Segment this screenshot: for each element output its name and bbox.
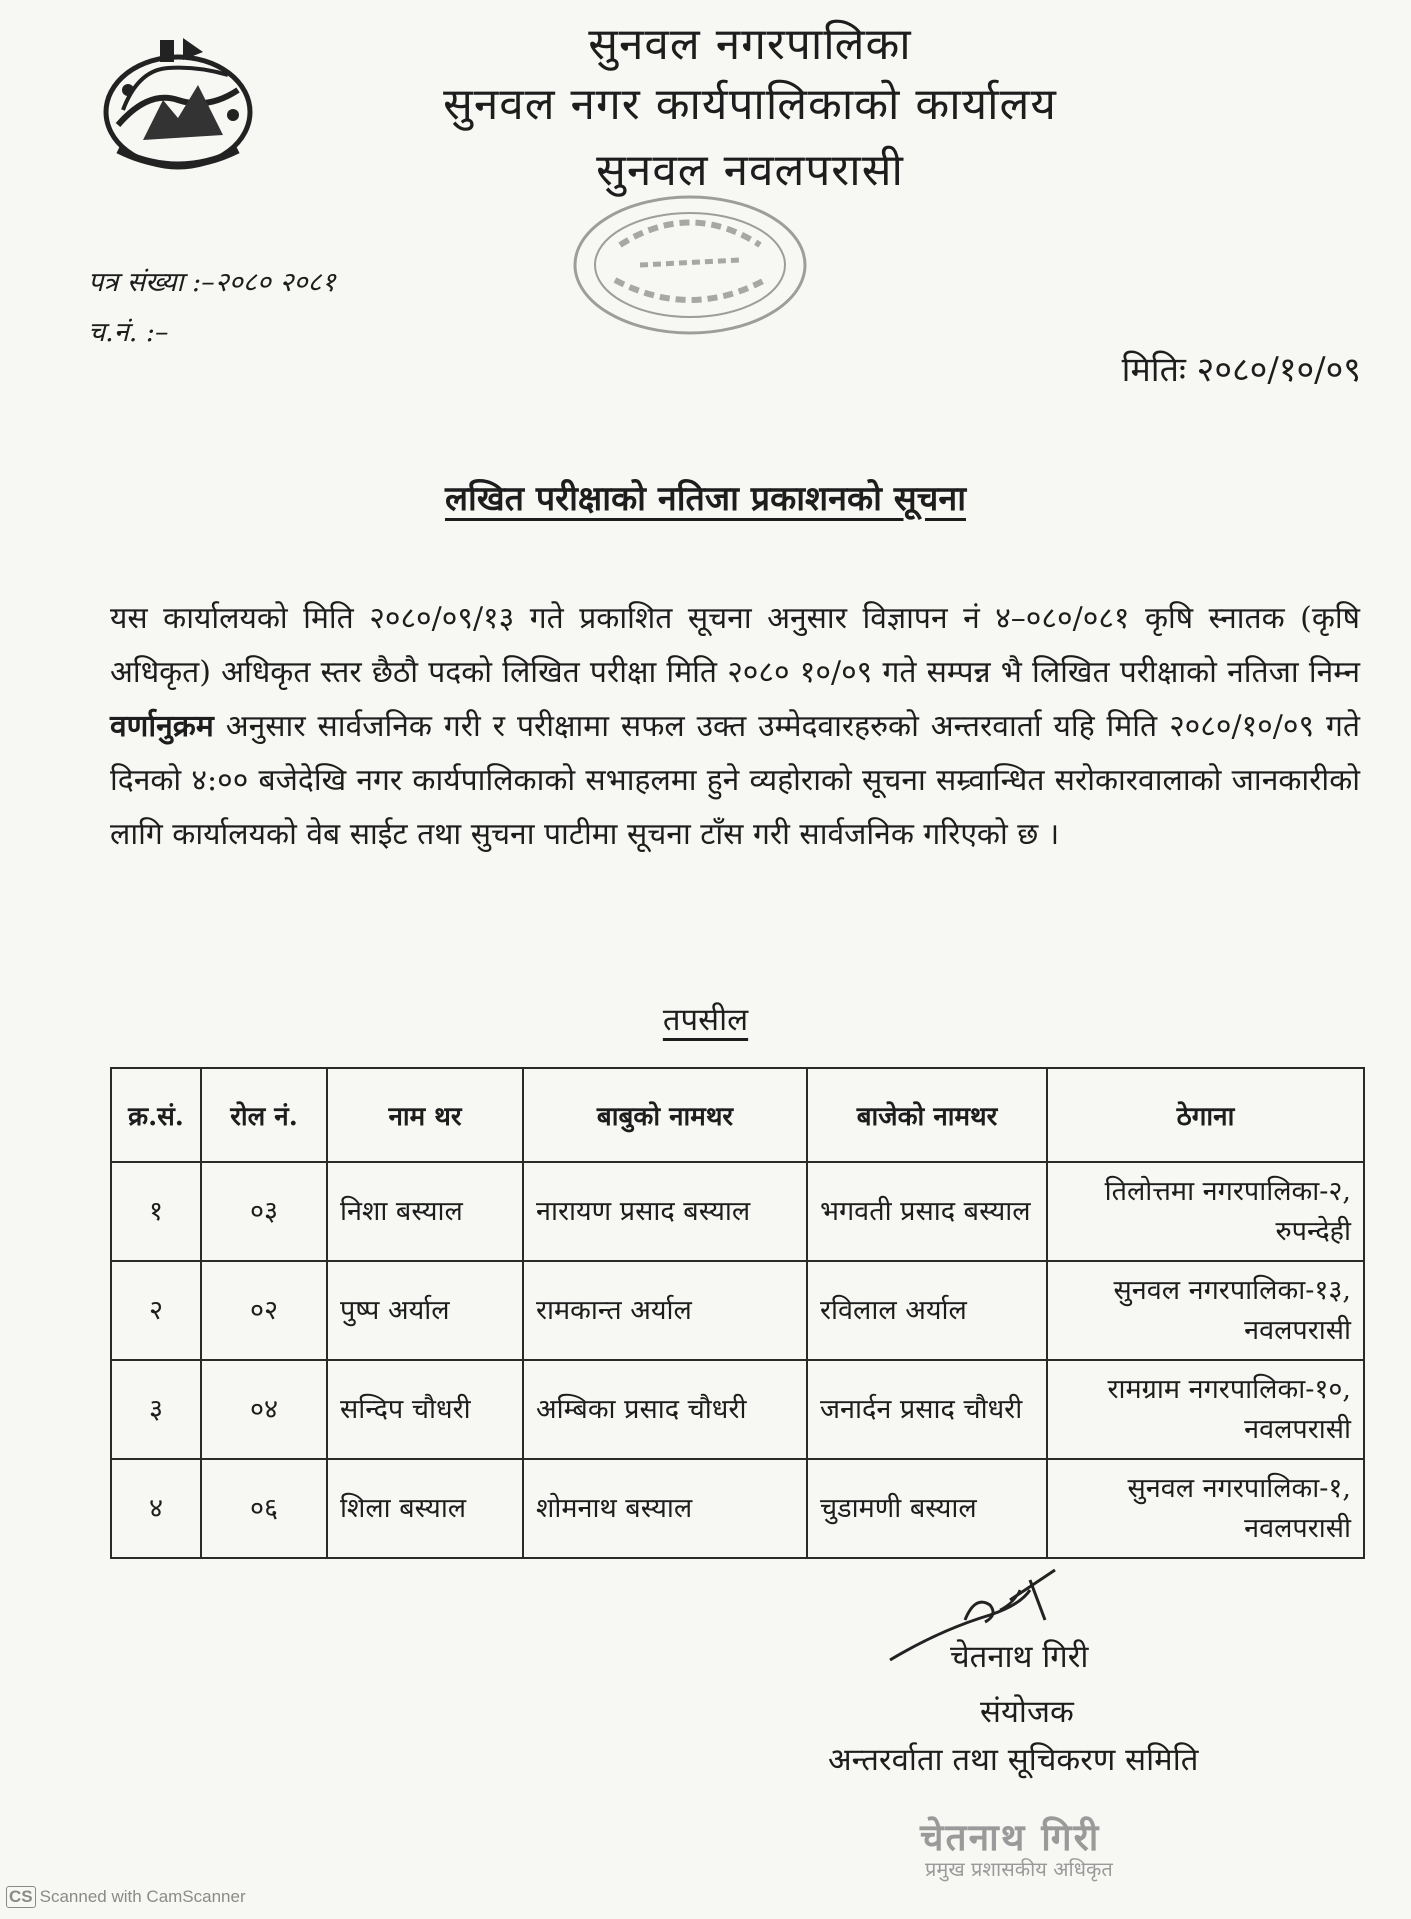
signatory-name: चेतनाथ गिरी <box>950 1639 1089 1675</box>
cell-grandfather: रविलाल अर्याल <box>807 1261 1047 1360</box>
column-header-serial: क्र.सं. <box>111 1068 201 1162</box>
cell-roll: ०३ <box>201 1162 327 1261</box>
column-header-roll: रोल नं. <box>201 1068 327 1162</box>
cell-grandfather: चुडामणी बस्याल <box>807 1459 1047 1558</box>
scanner-text: Scanned with CamScanner <box>39 1887 246 1906</box>
signatory-title: संयोजक <box>980 1694 1074 1730</box>
nepal-government-emblem-icon <box>88 30 268 180</box>
table-row <box>111 1360 1364 1459</box>
camscanner-logo-icon: CS <box>6 1886 36 1908</box>
table-header-row <box>111 1068 1364 1162</box>
column-header-father: बाबुको नामथर <box>523 1068 807 1162</box>
notice-date: मितिः २०८०/१०/०९ <box>1121 350 1361 390</box>
office-location: सुनवल नवलपरासी <box>596 145 904 196</box>
cell-address: सुनवल नगरपालिका-१, नवलपरासी <box>1047 1459 1364 1558</box>
cell-name: सन्दिप चौधरी <box>327 1360 523 1459</box>
cell-address: रामग्राम नगरपालिका-१०, नवलपरासी <box>1047 1360 1364 1459</box>
notice-body <box>110 592 1360 862</box>
cell-grandfather: जनार्दन प्रसाद चौधरी <box>807 1360 1047 1459</box>
cell-serial: ३ <box>111 1360 201 1459</box>
dispatch-number: च.नं. :– <box>88 317 169 348</box>
cell-name: निशा बस्याल <box>327 1162 523 1261</box>
office-round-stamp-icon <box>560 190 820 340</box>
table-row <box>111 1261 1364 1360</box>
notice-subject: लखित परीक्षाको नतिजा प्रकाशनको सूचना <box>444 479 967 519</box>
details-heading: तपसील <box>662 1002 749 1038</box>
cell-serial: २ <box>111 1261 201 1360</box>
cell-roll: ०२ <box>201 1261 327 1360</box>
column-header-address: ठेगाना <box>1047 1068 1364 1162</box>
notice-body-bold: वर्णानुक्रम <box>110 709 214 744</box>
cell-father: रामकान्त अर्याल <box>523 1261 807 1360</box>
table-row <box>111 1459 1364 1558</box>
column-header-grandfather: बाजेको नामथर <box>807 1068 1047 1162</box>
cell-address: सुनवल नगरपालिका-१३, नवलपरासी <box>1047 1261 1364 1360</box>
cell-father: अम्बिका प्रसाद चौधरी <box>523 1360 807 1459</box>
cell-roll: ०६ <box>201 1459 327 1558</box>
office-name: सुनवल नगर कार्यपालिकाको कार्यालय <box>443 79 1057 130</box>
cell-father: शोमनाथ बस्याल <box>523 1459 807 1558</box>
cell-father: नारायण प्रसाद बस्याल <box>523 1162 807 1261</box>
cell-serial: १ <box>111 1162 201 1261</box>
signatory-committee: अन्तरर्वाता तथा सूचिकरण समिति <box>828 1742 1199 1778</box>
cell-name: पुष्प अर्याल <box>327 1261 523 1360</box>
table-row <box>111 1162 1364 1261</box>
name-stamp: चेतनाथ गिरी <box>920 1815 1101 1859</box>
cell-address: तिलोत्तमा नगरपालिका-२, रुपन्देही <box>1047 1162 1364 1261</box>
cell-serial: ४ <box>111 1459 201 1558</box>
column-header-name: नाम थर <box>327 1068 523 1162</box>
candidate-table <box>110 1067 1365 1559</box>
name-stamp-title: प्रमुख प्रशासकीय अधिकृत <box>925 1857 1113 1881</box>
cell-name: शिला बस्याल <box>327 1459 523 1558</box>
municipality-name: सुनवल नगरपालिका <box>588 19 912 70</box>
scanner-watermark <box>6 1886 246 1908</box>
notice-body-part1: यस कार्यालयको मिति २०८०/०९/१३ गते प्रकाशित सूचना अनुसार विज्ञापन नं ४–०८०/०८१ कृषि स्नातक (कृषि अधिकृत) अधिकृत स्तर छैठौ पदको लिखित परीक्षा मिति २०८० १०/०९ गते सम्पन्न भै लिखित परीक्षाको नतिजा निम्न <box>110 601 1360 690</box>
cell-roll: ०४ <box>201 1360 327 1459</box>
details-heading-wrap <box>0 998 1411 1040</box>
notice-body-part2: अनुसार सार्वजनिक गरी र परीक्षामा सफल उक्त उम्मेदवारहरुको अन्तरवार्ता यहि मिति २०८०/१०/०९ गते दिनको ४:०० बजेदेखि नगर कार्यपालिकाको सभाहलमा हुने व्यहोराको सूचना सम्र्वान्धित सरोकारवालाको जानकारीको लागि कार्यालयको वेब साईट तथा सुचना पाटीमा सूचना टाँस गरी सार्वजनिक गरिएको छ । <box>110 709 1360 852</box>
notice-subject-wrap <box>0 474 1411 520</box>
letter-number: पत्र संख्या :–२०८० २०८१ <box>88 267 336 298</box>
cell-grandfather: भगवती प्रसाद बस्याल <box>807 1162 1047 1261</box>
